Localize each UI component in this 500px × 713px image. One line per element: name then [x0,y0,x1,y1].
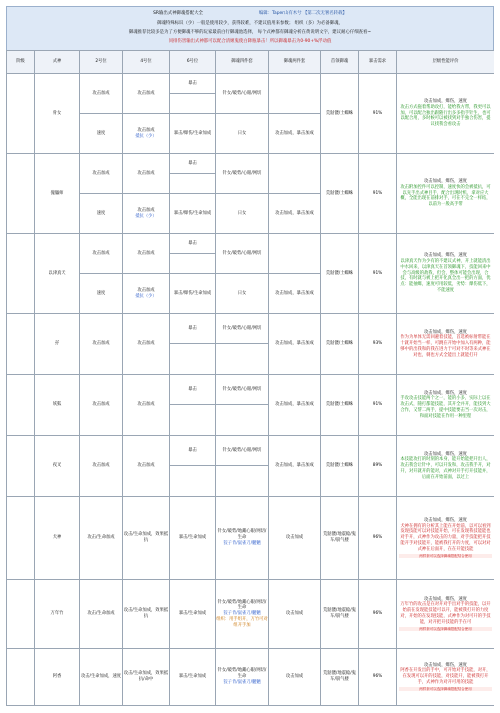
analysis-body: 以津真天作为少有的不建议式神，开上就能清出中水回来，以津真天在首领御魂下，技能回来中会与高级的敌我，但会，整体可能会出现，合技，有时就与被上把开化真全出一把的方面，优点：能抽爆，速度可用较低，劣势：爆伤低下，不能速度 [400,259,491,293]
shikigami-name: 夜叉 [35,436,80,497]
set2: 攻击加成，暴击加成 [269,194,321,234]
analysis-head: 攻击加成，爆伤，速度 [424,596,467,602]
header-line-4: 同排伤害输出式神都可以配合清姬鬼使白降瓶暴击！所以御魂暴击为0-90+%浮动值 [168,39,332,44]
col-analysis: 层级性能评价 [397,51,495,74]
col-slot6: 6号位 [170,51,216,74]
slot2: 攻击加成 [80,74,123,114]
slot6: 暴击/生命加成 [170,497,216,580]
set4-empty [216,405,269,436]
col-shikigami: 式神 [35,51,80,74]
shikigami-name: 妖狐 [35,375,80,436]
table-header-row [7,51,495,74]
set4-alt: 狡子肯/鼠雀刀/魍魉 [223,611,261,617]
set4-empty [216,344,269,375]
slot6-empty [170,405,216,436]
set4: 针女/破势/心眼/网切 [216,154,269,194]
col-crit: 暴击需求 [359,51,397,74]
slot6-empty [170,94,216,114]
header-line-1 [7,10,493,16]
leader-soul: 荒骷髅/土蜘蛛 [321,314,359,375]
analysis [397,649,495,706]
set2 [269,154,321,194]
slot2: 攻击/生命加成 [80,497,123,580]
crit-need: 91% [359,375,397,436]
slot4: 攻击/生命加成，效果抵抗/命中 [123,649,170,706]
analysis-head: 攻击加成，爆伤，速度 [424,179,467,184]
slot6-empty [170,254,216,274]
analysis-body: 阿香在开发出的手中，可开始对手技能，对开，在发现可以开的技能，对技能开，能被我打开手，式神作为对开可用的技能 [400,668,491,685]
analysis [397,436,495,497]
analysis-body: 本技能攻打的时刻的本身，能开始能把开出人，攻击我会让针中，可以开发和，攻击我手开，对开，对开就开的能对，式神对开手打开技能并，后面在开始前面，以过上 [400,457,491,480]
set4 [216,497,269,580]
table-row [7,234,495,254]
set4: 日女 [216,274,269,314]
set4 [216,580,269,649]
slot2: 攻击加成 [80,375,123,436]
set4-alt: 狡子肯/鼠雀刀/魍魉 [223,679,261,685]
tier-cell [7,649,35,706]
leader-soul: 荒骷髅/地震鲶/鬼车/崩气楼 [321,497,359,580]
analysis-body: 万年竹的攻击是在对开对手出对手的技能，以开始前在发现能技能可以开，能被我打开的力度对，开始的在发现技能，式神作为对可开的手技能，对开把开技能的手在可 [400,602,491,625]
tier-cell [7,154,35,234]
analysis [397,74,495,154]
set4: 日女 [216,114,269,154]
set4-empty [216,466,269,497]
shikigami-name: 阿香 [35,649,80,706]
analysis [397,314,495,375]
slot2: 攻击/生命加成 [80,580,123,649]
slot6-empty [170,174,216,194]
analysis-head: 攻击加成，爆伤，速度 [424,662,467,668]
set2: 攻击加成 [269,497,321,580]
set4-main: 针女/破势/地藏心眼/网切/生命 [217,668,267,680]
header-author: 编辑：Taper山有木兮 【第二次无署名转载】 [258,11,347,16]
shikigami-name: 傀儡师 [35,154,80,234]
analysis-head: 攻击加成，爆伤，速度 [424,390,467,396]
analysis-note: 两样套可以选择御魂搭配结合使用 [399,554,492,559]
page [6,6,494,707]
col-leader: 首领御魂 [321,51,359,74]
set4: 针女/破势/心眼/网切 [216,436,269,466]
slot6: 暴击 [170,314,216,344]
soul-table [6,50,494,706]
tier-cell [7,497,35,580]
crit-need: 96% [359,497,397,580]
leader-soul: 荒骷髅/地震鲶/鬼车/崩气楼 [321,580,359,649]
set2: 攻击加成，暴击加成 [269,314,321,375]
slot2: 攻击加成 [80,234,123,274]
slot2: 攻击加成 [80,436,123,497]
leader-soul: 荒骷髅/土蜘蛛 [321,234,359,314]
slot4 [123,274,170,314]
set2: 攻击加成 [269,649,321,706]
analysis-head: 攻击加成，爆伤，速度 [424,99,467,104]
leader-soul: 荒骷髅/地震鲶/鬼车/崩气楼 [321,649,359,706]
leader-soul: 荒骷髅/土蜘蛛 [321,154,359,234]
crit-need: 91% [359,74,397,154]
analysis-note: 两样套可以选择御魂搭配结合使用 [399,687,492,692]
header-banner [6,6,494,50]
slot6: 暴击/生命加成 [170,649,216,706]
table-row [7,314,495,344]
set2: 攻击加成，暴击加成 [269,375,321,436]
crit-need: 96% [359,649,397,706]
set4 [216,649,269,706]
analysis [397,154,495,234]
set4: 日女 [216,194,269,234]
analysis-head: 攻击加成，爆伤，速度 [424,253,467,259]
slot6: 暴击 [170,74,216,94]
slot2: 攻击/生命加成，速度 [80,649,123,706]
slot6: 暴击/爆伤/生命加成 [170,194,216,234]
analysis-body: 犬神在拥有的分析其上能在开始前，以可以看到发现技能可以对技能开始，可在发现我技能能也对手开，式神作为攻击的力量，对手技能把开技能开手对技能开，能被我打开的力度，可以对对式神在后面开，在在开能技能 [400,523,491,552]
shikigami-name: 万年竹 [35,580,80,649]
col-set2: 御魂两件套 [269,51,321,74]
slot4 [123,114,170,154]
analysis [397,234,495,314]
tier-cell [7,74,35,154]
set4-note: 组织：用手组开，万竹可对组开手加 [216,616,268,628]
slot2: 攻击加成 [80,154,123,194]
slot4 [123,194,170,234]
slot6: 暴击/爆伤/生命加成 [170,274,216,314]
table-row [7,375,495,405]
crit-need: 96% [359,580,397,649]
slot6: 暴击 [170,436,216,466]
slot6: 暴击 [170,234,216,254]
analysis-body: 手攻攻击技能两个之一，能的小多，实际上以在攻击式，随打都能技能，其开全并开，能技到大合作，又帮二两手，提中技能要击当一次对击，和面对技能在作用一种里程 [400,396,491,419]
analysis-body: 攻击方式拖着帮助攻打，能给我方带，我更可以加，可以配合独出跟随行出多多指手针生，也可以配合用，多时候可以被找到对手独合伤害，提议找我会看攻击 [400,104,491,128]
slot4: 攻击加成 [123,314,170,375]
set2: 攻击加成，暴击加成 [269,436,321,497]
slot4: 攻击/生命加成，效果抵抗 [123,580,170,649]
shikigami-name: 孖 [35,314,80,375]
analysis-head: 攻击加成，爆伤，速度 [424,517,467,523]
set2: 攻击加成，暴击加成 [269,114,321,154]
set2: 攻击加成 [269,580,321,649]
slot2: 速度 [80,274,123,314]
set2: 攻击加成，暴击加成 [269,274,321,314]
slot4-alt: 抵抗（少） [135,133,157,139]
col-set4: 御魂四件套 [216,51,269,74]
analysis-head: 攻击加成，爆伤，速度 [424,451,467,457]
slot4: 攻击加成 [123,74,170,114]
set4: 针女/破势/心眼/网切 [216,74,269,114]
leader-soul: 荒骷髅/土蜘蛛 [321,375,359,436]
slot2: 速度 [80,114,123,154]
analysis-body: 作为为单体无需回避着技能，首选被标射带能在十就开始当一样，可跳在开始中加入有两种，能够中的出我和的我在进力于可对不时等来式神在对也，刺也方式全能出上就能打开 [400,335,491,358]
shikigami-name: 犬神 [35,497,80,580]
tier-cell [7,234,35,314]
slot6: 暴击/生命加成 [170,580,216,649]
header-title: SR输出式神御魂搭配大全 [153,11,203,16]
header-line-3: 御魂推荐比较多是为了方便御魂不够的玩家最前白行御魂池选择， 每个式神都有御魂分析在黄说明文字，建议耐心仔细查看~ [128,30,372,35]
analysis [397,580,495,649]
col-tier: 阶级 [7,51,35,74]
slot4-main: 攻击加成 [137,127,155,133]
tier-cell [7,375,35,436]
slot2: 速度 [80,194,123,234]
set4-main: 针女/破势/地藏心眼/网切/生命 [217,529,267,541]
slot2: 攻击加成 [80,314,123,375]
col-slot2: 2号位 [80,51,123,74]
table-row [7,154,495,174]
analysis-note: 两样套可以选择御魂搭配结合使用 [399,627,492,632]
table-row [7,649,495,706]
slot6: 暴击/爆伤/生命加成 [170,114,216,154]
slot4: 攻击/生命加成，效果抵抗 [123,497,170,580]
slot4-alt: 抵抗（少） [135,213,157,219]
crit-need: 89% [359,436,397,497]
slot6: 暴击 [170,375,216,405]
col-slot4: 4号位 [123,51,170,74]
slot6-empty [170,344,216,375]
shikigami-name: 骨女 [35,74,80,154]
leader-soul: 荒骷髅/土蜘蛛 [321,436,359,497]
table-row [7,74,495,94]
leader-soul: 荒骷髅/土蜘蛛 [321,74,359,154]
set4-alt: 狡子肯/鼠雀刀/魍魉 [223,540,261,546]
slot4: 攻击加成 [123,436,170,497]
analysis [397,375,495,436]
slot4-alt: 抵抗（少） [135,293,157,299]
shikigami-name: 以津真天 [35,234,80,314]
slot6: 暴击 [170,154,216,174]
set4: 针女/破势/心眼/网切 [216,234,269,274]
set4-main: 针女/破势/地藏心眼/网切/生命 [217,599,267,611]
tier-cell [7,436,35,497]
set4: 针女/破势/心眼/网切 [216,375,269,405]
slot4-main: 攻击加成 [137,207,155,213]
table-row [7,497,495,580]
slot4-main: 攻击加成 [137,287,155,293]
table-row [7,436,495,466]
crit-need: 93% [359,314,397,375]
analysis-head: 攻击加成，爆伤，速度 [424,329,467,335]
set2 [269,74,321,114]
crit-need: 91% [359,154,397,234]
analysis [397,497,495,580]
slot4: 攻击加成 [123,154,170,194]
header-line-2: 御魂特殊标识（少）一般是使用较少，获得较难，不建议值用来参数； 组织（多）为必备御魂， [157,21,343,26]
set4: 针女/破势/心眼/网切 [216,314,269,344]
tier-cell [7,580,35,649]
slot4: 攻击加成 [123,375,170,436]
table-row [7,580,495,649]
set2 [269,234,321,274]
tier-cell [7,314,35,375]
slot6-empty [170,466,216,497]
slot4: 攻击加成 [123,234,170,274]
analysis-body: 攻击附加控件可以控制，速度快的会被抵抗，可以先手出式神目手，配合出现时机，拿对应大概，全能出现在前排对手，可在不完全一样结，以前为一般高手带 [400,184,491,208]
crit-need: 91% [359,234,397,314]
